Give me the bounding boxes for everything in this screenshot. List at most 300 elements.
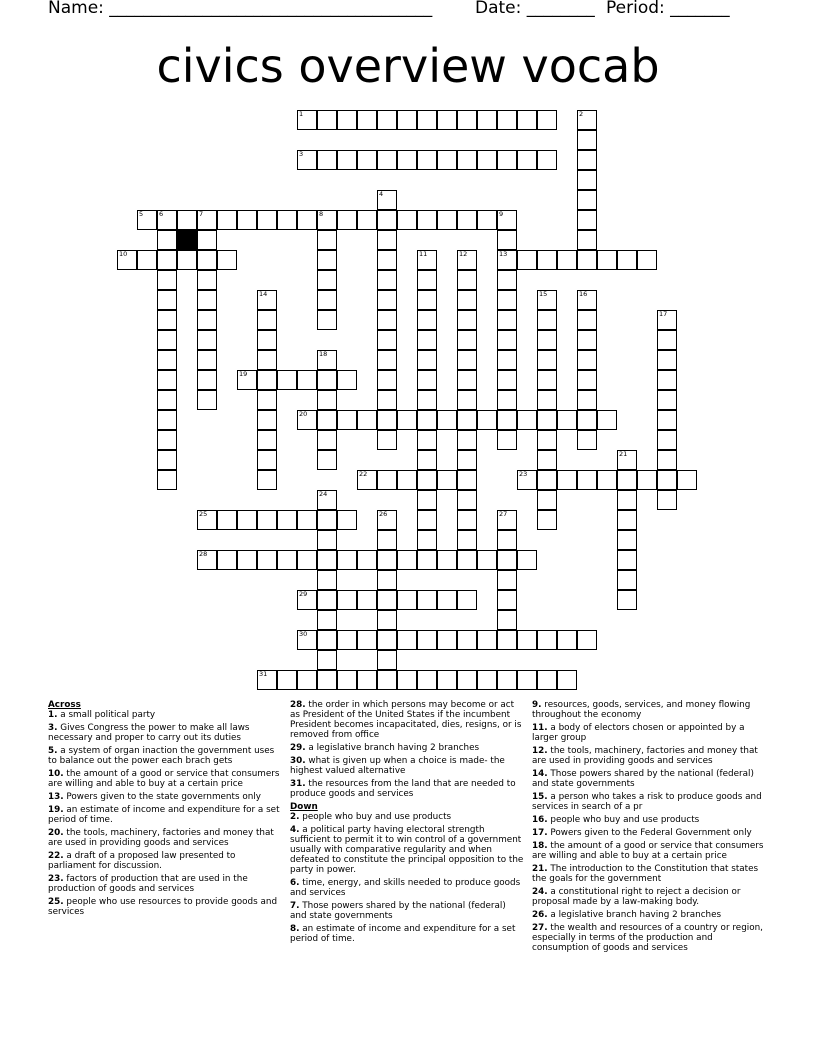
answer-square[interactable]	[617, 450, 637, 470]
answer-square[interactable]	[557, 250, 577, 270]
answer-square[interactable]	[537, 410, 557, 430]
answer-square[interactable]	[677, 470, 697, 490]
answer-square[interactable]	[337, 110, 357, 130]
answer-square[interactable]	[157, 350, 177, 370]
answer-square[interactable]	[157, 210, 177, 230]
answer-square[interactable]	[237, 510, 257, 530]
answer-square[interactable]	[357, 590, 377, 610]
answer-square[interactable]	[157, 330, 177, 350]
answer-square[interactable]	[537, 350, 557, 370]
answer-square[interactable]	[237, 370, 257, 390]
answer-square[interactable]	[197, 290, 217, 310]
answer-square[interactable]	[457, 370, 477, 390]
answer-square[interactable]	[397, 550, 417, 570]
answer-square[interactable]	[577, 430, 597, 450]
answer-square[interactable]	[537, 110, 557, 130]
answer-square[interactable]	[477, 110, 497, 130]
answer-square[interactable]	[417, 450, 437, 470]
answer-square[interactable]	[457, 250, 477, 270]
answer-square[interactable]	[377, 430, 397, 450]
answer-square[interactable]	[657, 410, 677, 430]
answer-square[interactable]	[417, 590, 437, 610]
answer-square[interactable]	[657, 430, 677, 450]
answer-square[interactable]	[337, 590, 357, 610]
answer-square[interactable]	[417, 530, 437, 550]
answer-square[interactable]	[197, 390, 217, 410]
answer-square[interactable]	[457, 530, 477, 550]
answer-square[interactable]	[337, 670, 357, 690]
answer-square[interactable]	[257, 350, 277, 370]
answer-square[interactable]	[317, 270, 337, 290]
answer-square[interactable]	[577, 310, 597, 330]
answer-square[interactable]	[497, 410, 517, 430]
answer-square[interactable]	[457, 150, 477, 170]
answer-square[interactable]	[357, 210, 377, 230]
answer-square[interactable]	[437, 470, 457, 490]
answer-square[interactable]	[297, 370, 317, 390]
answer-square[interactable]	[357, 670, 377, 690]
answer-square[interactable]	[577, 630, 597, 650]
answer-square[interactable]	[477, 410, 497, 430]
answer-square[interactable]	[157, 250, 177, 270]
answer-square[interactable]	[197, 230, 217, 250]
answer-square[interactable]	[317, 590, 337, 610]
answer-square[interactable]	[417, 310, 437, 330]
answer-square[interactable]	[577, 230, 597, 250]
answer-square[interactable]	[577, 390, 597, 410]
answer-square[interactable]	[577, 330, 597, 350]
answer-square[interactable]	[217, 210, 237, 230]
answer-square[interactable]	[437, 590, 457, 610]
answer-square[interactable]	[577, 470, 597, 490]
answer-square[interactable]	[457, 590, 477, 610]
answer-square[interactable]	[337, 630, 357, 650]
answer-square[interactable]	[657, 310, 677, 330]
answer-square[interactable]	[337, 550, 357, 570]
answer-square[interactable]	[257, 290, 277, 310]
answer-square[interactable]	[197, 330, 217, 350]
answer-square[interactable]	[417, 630, 437, 650]
answer-square[interactable]	[337, 510, 357, 530]
answer-square[interactable]	[497, 270, 517, 290]
answer-square[interactable]	[277, 370, 297, 390]
answer-square[interactable]	[257, 550, 277, 570]
answer-square[interactable]	[377, 670, 397, 690]
answer-square[interactable]	[417, 110, 437, 130]
answer-square[interactable]	[457, 450, 477, 470]
answer-square[interactable]	[397, 590, 417, 610]
answer-square[interactable]	[457, 630, 477, 650]
answer-square[interactable]	[377, 230, 397, 250]
answer-square[interactable]	[517, 630, 537, 650]
answer-square[interactable]	[317, 390, 337, 410]
answer-square[interactable]	[417, 290, 437, 310]
answer-square[interactable]	[497, 210, 517, 230]
answer-square[interactable]	[257, 670, 277, 690]
answer-square[interactable]	[357, 630, 377, 650]
answer-square[interactable]	[437, 550, 457, 570]
answer-square[interactable]	[417, 490, 437, 510]
answer-square[interactable]	[597, 410, 617, 430]
answer-square[interactable]	[157, 230, 177, 250]
answer-square[interactable]	[317, 210, 337, 230]
answer-square[interactable]	[537, 470, 557, 490]
answer-square[interactable]	[317, 290, 337, 310]
answer-square[interactable]	[457, 390, 477, 410]
answer-square[interactable]	[317, 670, 337, 690]
answer-square[interactable]	[417, 430, 437, 450]
answer-square[interactable]	[197, 210, 217, 230]
answer-square[interactable]	[177, 250, 197, 270]
answer-square[interactable]	[257, 450, 277, 470]
answer-square[interactable]	[297, 630, 317, 650]
answer-square[interactable]	[537, 250, 557, 270]
answer-square[interactable]	[197, 250, 217, 270]
answer-square[interactable]	[417, 150, 437, 170]
answer-square[interactable]	[297, 590, 317, 610]
answer-square[interactable]	[437, 150, 457, 170]
answer-square[interactable]	[537, 390, 557, 410]
answer-square[interactable]	[357, 110, 377, 130]
answer-square[interactable]	[457, 210, 477, 230]
answer-square[interactable]	[537, 430, 557, 450]
answer-square[interactable]	[617, 470, 637, 490]
answer-square[interactable]	[217, 550, 237, 570]
answer-square[interactable]	[377, 370, 397, 390]
answer-square[interactable]	[377, 650, 397, 670]
answer-square[interactable]	[397, 150, 417, 170]
answer-square[interactable]	[497, 610, 517, 630]
answer-square[interactable]	[457, 670, 477, 690]
answer-square[interactable]	[517, 250, 537, 270]
answer-square[interactable]	[657, 350, 677, 370]
answer-square[interactable]	[417, 390, 437, 410]
answer-square[interactable]	[617, 250, 637, 270]
answer-square[interactable]	[617, 570, 637, 590]
answer-square[interactable]	[577, 370, 597, 390]
answer-square[interactable]	[377, 190, 397, 210]
answer-square[interactable]	[577, 130, 597, 150]
answer-square[interactable]	[297, 510, 317, 530]
answer-square[interactable]	[377, 270, 397, 290]
answer-square[interactable]	[157, 310, 177, 330]
answer-square[interactable]	[397, 470, 417, 490]
answer-square[interactable]	[497, 230, 517, 250]
answer-square[interactable]	[417, 470, 437, 490]
answer-square[interactable]	[557, 410, 577, 430]
answer-square[interactable]	[357, 410, 377, 430]
answer-square[interactable]	[617, 550, 637, 570]
answer-square[interactable]	[457, 310, 477, 330]
answer-square[interactable]	[117, 250, 137, 270]
answer-square[interactable]	[377, 610, 397, 630]
answer-square[interactable]	[417, 510, 437, 530]
answer-square[interactable]	[317, 510, 337, 530]
answer-square[interactable]	[577, 410, 597, 430]
answer-square[interactable]	[497, 350, 517, 370]
name-field[interactable]: Name: ______________________________________	[48, 0, 433, 18]
answer-square[interactable]	[277, 670, 297, 690]
answer-square[interactable]	[397, 670, 417, 690]
answer-square[interactable]	[577, 290, 597, 310]
answer-square[interactable]	[137, 210, 157, 230]
answer-square[interactable]	[337, 410, 357, 430]
answer-square[interactable]	[357, 470, 377, 490]
answer-square[interactable]	[457, 510, 477, 530]
answer-square[interactable]	[577, 250, 597, 270]
answer-square[interactable]	[517, 150, 537, 170]
answer-square[interactable]	[197, 350, 217, 370]
answer-square[interactable]	[417, 350, 437, 370]
answer-square[interactable]	[457, 330, 477, 350]
answer-square[interactable]	[257, 330, 277, 350]
answer-square[interactable]	[157, 450, 177, 470]
answer-square[interactable]	[377, 410, 397, 430]
answer-square[interactable]	[537, 450, 557, 470]
answer-square[interactable]	[437, 210, 457, 230]
answer-square[interactable]	[317, 570, 337, 590]
answer-square[interactable]	[457, 550, 477, 570]
answer-square[interactable]	[377, 550, 397, 570]
answer-square[interactable]	[577, 190, 597, 210]
answer-square[interactable]	[197, 310, 217, 330]
answer-square[interactable]	[377, 210, 397, 230]
answer-square[interactable]	[497, 630, 517, 650]
answer-square[interactable]	[517, 550, 537, 570]
answer-square[interactable]	[477, 550, 497, 570]
answer-square[interactable]	[317, 630, 337, 650]
answer-square[interactable]	[377, 470, 397, 490]
answer-square[interactable]	[397, 210, 417, 230]
answer-square[interactable]	[317, 110, 337, 130]
answer-square[interactable]	[377, 290, 397, 310]
answer-square[interactable]	[457, 430, 477, 450]
answer-square[interactable]	[497, 370, 517, 390]
answer-square[interactable]	[537, 370, 557, 390]
answer-square[interactable]	[497, 590, 517, 610]
answer-square[interactable]	[417, 270, 437, 290]
answer-square[interactable]	[237, 210, 257, 230]
period-field[interactable]: Period: _______	[606, 0, 730, 18]
answer-square[interactable]	[617, 510, 637, 530]
answer-square[interactable]	[257, 370, 277, 390]
answer-square[interactable]	[197, 510, 217, 530]
answer-square[interactable]	[297, 210, 317, 230]
answer-square[interactable]	[317, 610, 337, 630]
answer-square[interactable]	[457, 470, 477, 490]
answer-square[interactable]	[577, 350, 597, 370]
answer-square[interactable]	[417, 250, 437, 270]
answer-square[interactable]	[317, 410, 337, 430]
answer-square[interactable]	[337, 370, 357, 390]
answer-square[interactable]	[617, 490, 637, 510]
answer-square[interactable]	[157, 410, 177, 430]
answer-square[interactable]	[277, 550, 297, 570]
answer-square[interactable]	[377, 630, 397, 650]
answer-square[interactable]	[377, 530, 397, 550]
answer-square[interactable]	[317, 250, 337, 270]
answer-square[interactable]	[137, 250, 157, 270]
answer-square[interactable]	[257, 390, 277, 410]
answer-square[interactable]	[557, 630, 577, 650]
answer-square[interactable]	[577, 110, 597, 130]
answer-square[interactable]	[417, 670, 437, 690]
answer-square[interactable]	[377, 330, 397, 350]
answer-square[interactable]	[377, 250, 397, 270]
answer-square[interactable]	[217, 250, 237, 270]
answer-square[interactable]	[357, 550, 377, 570]
answer-square[interactable]	[317, 350, 337, 370]
answer-square[interactable]	[317, 550, 337, 570]
answer-square[interactable]	[637, 470, 657, 490]
answer-square[interactable]	[317, 650, 337, 670]
answer-square[interactable]	[297, 670, 317, 690]
answer-square[interactable]	[417, 330, 437, 350]
answer-square[interactable]	[297, 150, 317, 170]
answer-square[interactable]	[377, 510, 397, 530]
answer-square[interactable]	[317, 490, 337, 510]
answer-square[interactable]	[357, 150, 377, 170]
answer-square[interactable]	[537, 290, 557, 310]
answer-square[interactable]	[317, 150, 337, 170]
answer-square[interactable]	[637, 250, 657, 270]
answer-square[interactable]	[417, 210, 437, 230]
answer-square[interactable]	[437, 630, 457, 650]
answer-square[interactable]	[417, 410, 437, 430]
answer-square[interactable]	[537, 310, 557, 330]
answer-square[interactable]	[457, 490, 477, 510]
answer-square[interactable]	[497, 310, 517, 330]
answer-square[interactable]	[297, 410, 317, 430]
answer-square[interactable]	[657, 490, 677, 510]
answer-square[interactable]	[517, 670, 537, 690]
answer-square[interactable]	[657, 330, 677, 350]
answer-square[interactable]	[437, 410, 457, 430]
answer-square[interactable]	[577, 150, 597, 170]
answer-square[interactable]	[217, 510, 237, 530]
answer-square[interactable]	[477, 150, 497, 170]
answer-square[interactable]	[497, 110, 517, 130]
answer-square[interactable]	[537, 330, 557, 350]
answer-square[interactable]	[657, 470, 677, 490]
answer-square[interactable]	[197, 270, 217, 290]
answer-square[interactable]	[437, 670, 457, 690]
answer-square[interactable]	[317, 530, 337, 550]
answer-square[interactable]	[497, 250, 517, 270]
answer-square[interactable]	[537, 630, 557, 650]
answer-square[interactable]	[257, 430, 277, 450]
answer-square[interactable]	[457, 290, 477, 310]
answer-square[interactable]	[657, 450, 677, 470]
answer-square[interactable]	[377, 350, 397, 370]
answer-square[interactable]	[517, 470, 537, 490]
answer-square[interactable]	[397, 410, 417, 430]
answer-square[interactable]	[197, 550, 217, 570]
answer-square[interactable]	[257, 510, 277, 530]
answer-square[interactable]	[597, 250, 617, 270]
answer-square[interactable]	[497, 530, 517, 550]
answer-square[interactable]	[497, 570, 517, 590]
answer-square[interactable]	[657, 370, 677, 390]
answer-square[interactable]	[577, 210, 597, 230]
answer-square[interactable]	[497, 290, 517, 310]
answer-square[interactable]	[497, 510, 517, 530]
answer-square[interactable]	[157, 430, 177, 450]
answer-square[interactable]	[657, 390, 677, 410]
answer-square[interactable]	[317, 430, 337, 450]
answer-square[interactable]	[497, 390, 517, 410]
answer-square[interactable]	[157, 390, 177, 410]
answer-square[interactable]	[577, 170, 597, 190]
answer-square[interactable]	[277, 210, 297, 230]
answer-square[interactable]	[557, 670, 577, 690]
answer-square[interactable]	[477, 210, 497, 230]
answer-square[interactable]	[377, 570, 397, 590]
answer-square[interactable]	[317, 450, 337, 470]
answer-square[interactable]	[537, 490, 557, 510]
answer-square[interactable]	[297, 550, 317, 570]
answer-square[interactable]	[257, 210, 277, 230]
answer-square[interactable]	[517, 110, 537, 130]
answer-square[interactable]	[417, 370, 437, 390]
answer-square[interactable]	[157, 370, 177, 390]
answer-square[interactable]	[317, 310, 337, 330]
answer-square[interactable]	[377, 110, 397, 130]
answer-square[interactable]	[477, 670, 497, 690]
answer-square[interactable]	[377, 590, 397, 610]
answer-square[interactable]	[457, 110, 477, 130]
answer-square[interactable]	[377, 390, 397, 410]
answer-square[interactable]	[177, 210, 197, 230]
answer-square[interactable]	[557, 470, 577, 490]
answer-square[interactable]	[397, 630, 417, 650]
answer-square[interactable]	[497, 150, 517, 170]
answer-square[interactable]	[317, 370, 337, 390]
answer-square[interactable]	[237, 550, 257, 570]
answer-square[interactable]	[417, 550, 437, 570]
answer-square[interactable]	[317, 230, 337, 250]
answer-square[interactable]	[257, 410, 277, 430]
answer-square[interactable]	[457, 270, 477, 290]
answer-square[interactable]	[537, 510, 557, 530]
answer-square[interactable]	[457, 410, 477, 430]
answer-square[interactable]	[197, 370, 217, 390]
answer-square[interactable]	[497, 550, 517, 570]
answer-square[interactable]	[157, 290, 177, 310]
answer-square[interactable]	[537, 150, 557, 170]
answer-square[interactable]	[497, 430, 517, 450]
answer-square[interactable]	[277, 510, 297, 530]
answer-square[interactable]	[537, 670, 557, 690]
answer-square[interactable]	[497, 670, 517, 690]
answer-square[interactable]	[397, 110, 417, 130]
date-field[interactable]: Date: ________	[475, 0, 595, 18]
answer-square[interactable]	[597, 470, 617, 490]
answer-square[interactable]	[477, 630, 497, 650]
answer-square[interactable]	[257, 310, 277, 330]
answer-square[interactable]	[457, 350, 477, 370]
answer-square[interactable]	[337, 150, 357, 170]
answer-square[interactable]	[157, 270, 177, 290]
answer-square[interactable]	[337, 210, 357, 230]
answer-square[interactable]	[297, 110, 317, 130]
answer-square[interactable]	[497, 330, 517, 350]
answer-square[interactable]	[617, 530, 637, 550]
answer-square[interactable]	[617, 590, 637, 610]
answer-square[interactable]	[377, 150, 397, 170]
answer-square[interactable]	[377, 310, 397, 330]
answer-square[interactable]	[257, 470, 277, 490]
